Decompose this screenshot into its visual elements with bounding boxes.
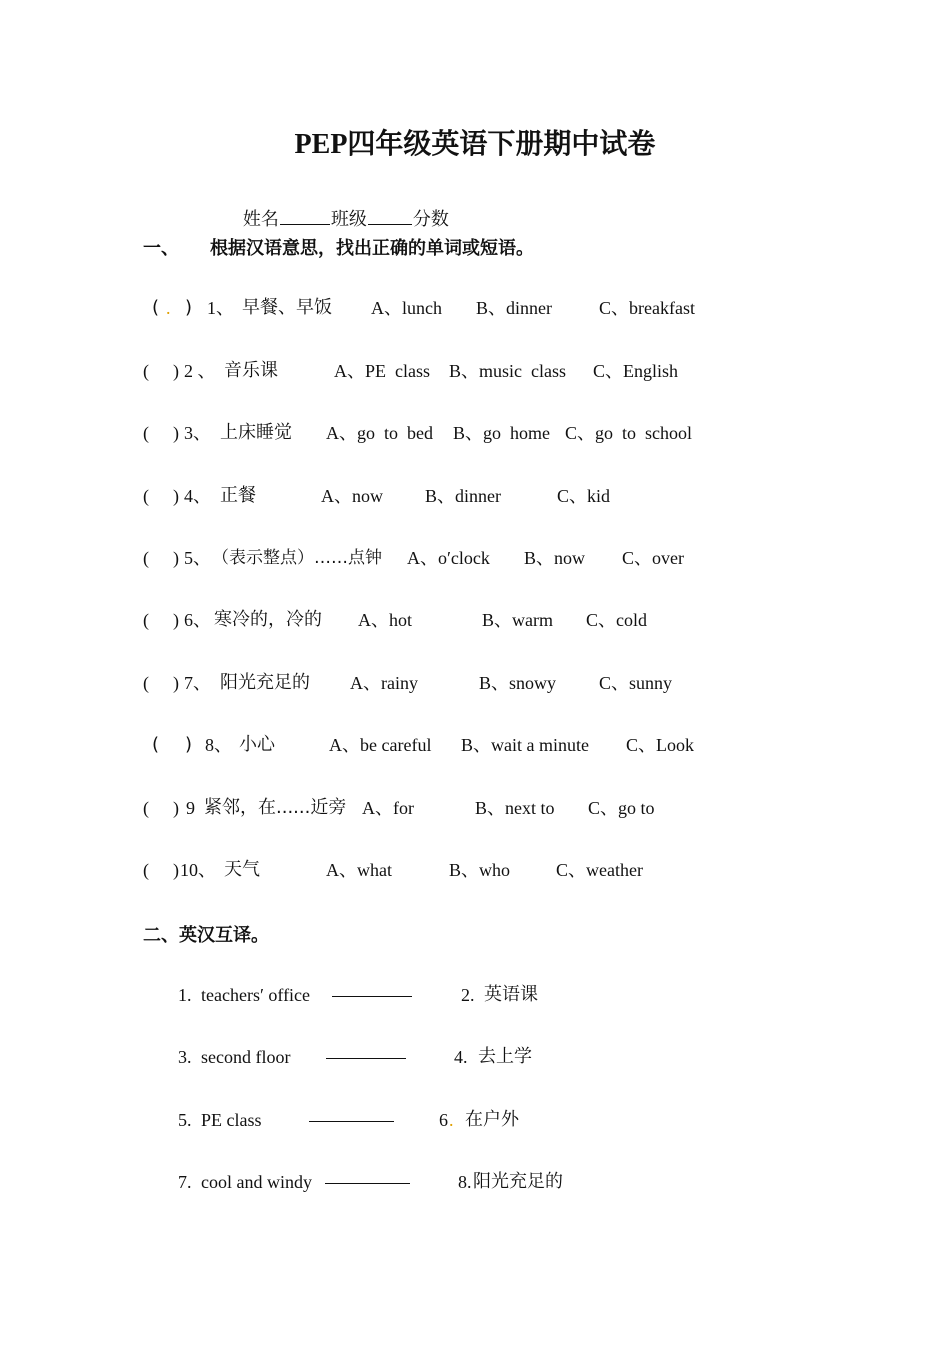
answer-paren-close: ) — [173, 860, 179, 880]
question-number: 4、 — [184, 486, 211, 506]
item-number: 8. — [458, 1172, 472, 1192]
question-chinese: 音乐课 — [224, 360, 278, 381]
answer-paren-close: ) — [173, 610, 179, 630]
english-phrase: teachers′ office — [201, 985, 311, 1005]
question-row — [0, 795, 950, 821]
answer-paren-close: ) — [173, 548, 179, 568]
section1-number: 一、 — [143, 238, 179, 259]
option-c[interactable]: C、go to — [588, 798, 655, 818]
question-row — [0, 857, 950, 883]
translation-row — [0, 1107, 950, 1133]
question-chinese: 正餐 — [220, 485, 256, 506]
option-a[interactable]: A、go to bed — [326, 423, 433, 443]
answer-mark: . — [166, 298, 171, 318]
question-row — [0, 732, 950, 758]
english-phrase: PE class — [201, 1110, 262, 1130]
question-row — [0, 483, 950, 509]
item-number: 1. — [178, 985, 192, 1005]
question-number: 3、 — [184, 423, 211, 443]
section2-heading: 二、英汉互译。 — [143, 925, 269, 946]
answer-paren-open[interactable]: ( — [143, 486, 149, 506]
question-row — [0, 358, 950, 384]
item-number: 5. — [178, 1110, 192, 1130]
answer-line[interactable] — [309, 1107, 394, 1122]
answer-paren-close: ) — [185, 734, 193, 755]
class-label: 班级 — [330, 209, 367, 230]
question-chinese: （表示整点）……点钟 — [212, 548, 382, 568]
question-chinese: 紧邻，在......近旁 — [204, 797, 347, 818]
option-a[interactable]: A、now — [321, 486, 383, 506]
chinese-phrase: 在户外 — [465, 1109, 519, 1130]
answer-line[interactable] — [326, 1044, 406, 1059]
question-number: 7、 — [184, 673, 211, 693]
name-label: 姓名 — [242, 209, 279, 230]
answer-paren-open[interactable]: ( — [143, 610, 149, 630]
question-number: 1、 — [207, 298, 234, 318]
question-chinese: 小心 — [239, 734, 275, 755]
option-c[interactable]: C、over — [622, 548, 684, 568]
answer-line[interactable] — [325, 1169, 410, 1184]
question-chinese: 阳光充足的 — [220, 672, 310, 693]
option-b[interactable]: B、go home — [453, 423, 550, 443]
english-phrase: cool and windy — [201, 1172, 312, 1192]
option-c[interactable]: C、weather — [556, 860, 643, 880]
option-a[interactable]: A、o′clock — [407, 548, 490, 568]
answer-paren-open[interactable]: ( — [143, 423, 149, 443]
question-number: 2 、 — [184, 361, 216, 381]
option-a[interactable]: A、be careful — [329, 735, 432, 755]
option-a[interactable]: A、lunch — [371, 298, 442, 318]
translation-row — [0, 1169, 950, 1195]
option-a[interactable]: A、for — [362, 798, 414, 818]
item-number: 3. — [178, 1047, 192, 1067]
option-b[interactable]: B、now — [524, 548, 586, 568]
question-chinese: 上床睡觉 — [220, 422, 292, 443]
question-row — [0, 670, 950, 696]
item-number: 4. — [454, 1047, 468, 1067]
answer-paren-close: ) — [173, 673, 179, 693]
chinese-phrase: 去上学 — [478, 1046, 532, 1067]
option-c[interactable]: C、go to school — [565, 423, 693, 443]
item-number: 2. — [461, 985, 475, 1005]
answer-paren-close: ) — [173, 486, 179, 506]
score-label: 分数 — [412, 209, 449, 230]
option-b[interactable]: B、dinner — [476, 298, 552, 318]
option-b[interactable]: B、snowy — [479, 673, 557, 693]
option-b[interactable]: B、next to — [475, 798, 555, 818]
option-c[interactable]: C、Look — [626, 735, 695, 755]
name-blank[interactable] — [280, 223, 330, 225]
answer-paren-open[interactable]: ( — [152, 734, 160, 755]
option-c[interactable]: C、cold — [586, 610, 647, 630]
option-c[interactable]: C、sunny — [599, 673, 673, 693]
question-row — [0, 420, 950, 446]
question-number: 10、 — [180, 860, 216, 880]
question-chinese: 早餐、早饭 — [242, 297, 332, 318]
option-c[interactable]: C、breakfast — [599, 298, 695, 318]
question-row — [0, 607, 950, 633]
answer-paren-close: ) — [173, 423, 179, 443]
item-number: 6 — [439, 1110, 448, 1130]
answer-paren-close: ) — [185, 297, 193, 318]
answer-paren-open[interactable]: ( — [143, 860, 149, 880]
option-c[interactable]: C、English — [593, 361, 679, 381]
answer-line[interactable] — [332, 982, 412, 997]
option-b[interactable]: B、wait a minute — [461, 735, 589, 755]
answer-paren-open[interactable]: ( — [143, 798, 149, 818]
option-c[interactable]: C、kid — [557, 486, 611, 506]
item-number: 7. — [178, 1172, 192, 1192]
question-number: 5、 — [184, 548, 211, 568]
answer-paren-close: ) — [173, 798, 179, 818]
answer-paren-open[interactable]: ( — [143, 361, 149, 381]
option-a[interactable]: A、PE class — [334, 361, 430, 381]
chinese-phrase: 英语课 — [484, 984, 538, 1005]
section1-heading: 根据汉语意思，找出正确的单词或短语。 — [210, 238, 534, 259]
option-b[interactable]: B、dinner — [425, 486, 501, 506]
option-b[interactable]: B、who — [449, 860, 511, 880]
question-chinese: 寒冷的，冷的 — [214, 609, 322, 630]
question-row — [0, 295, 950, 321]
option-a[interactable]: A、what — [326, 860, 392, 880]
answer-paren-open[interactable]: ( — [143, 673, 149, 693]
item-number-dot: . — [449, 1110, 454, 1130]
option-a[interactable]: A、rainy — [350, 673, 418, 693]
answer-paren-open[interactable]: ( — [152, 297, 160, 318]
question-number: 8、 — [205, 735, 232, 755]
english-phrase: second floor — [201, 1047, 291, 1067]
option-a[interactable]: A、hot — [358, 610, 412, 630]
option-b[interactable]: B、warm — [482, 610, 553, 630]
answer-paren-open[interactable]: ( — [143, 548, 149, 568]
translation-row — [0, 1044, 950, 1070]
class-blank[interactable] — [368, 223, 412, 225]
chinese-phrase: 阳光充足的 — [473, 1171, 563, 1192]
answer-paren-close: ) — [173, 361, 179, 381]
option-b[interactable]: B、music class — [449, 361, 566, 381]
question-number: 9 — [186, 798, 195, 818]
question-row — [0, 545, 950, 571]
question-number: 6、 — [184, 610, 211, 630]
page-title: PEP四年级英语下册期中试卷 — [294, 129, 656, 160]
question-chinese: 天气 — [224, 859, 260, 880]
translation-row — [0, 982, 950, 1008]
